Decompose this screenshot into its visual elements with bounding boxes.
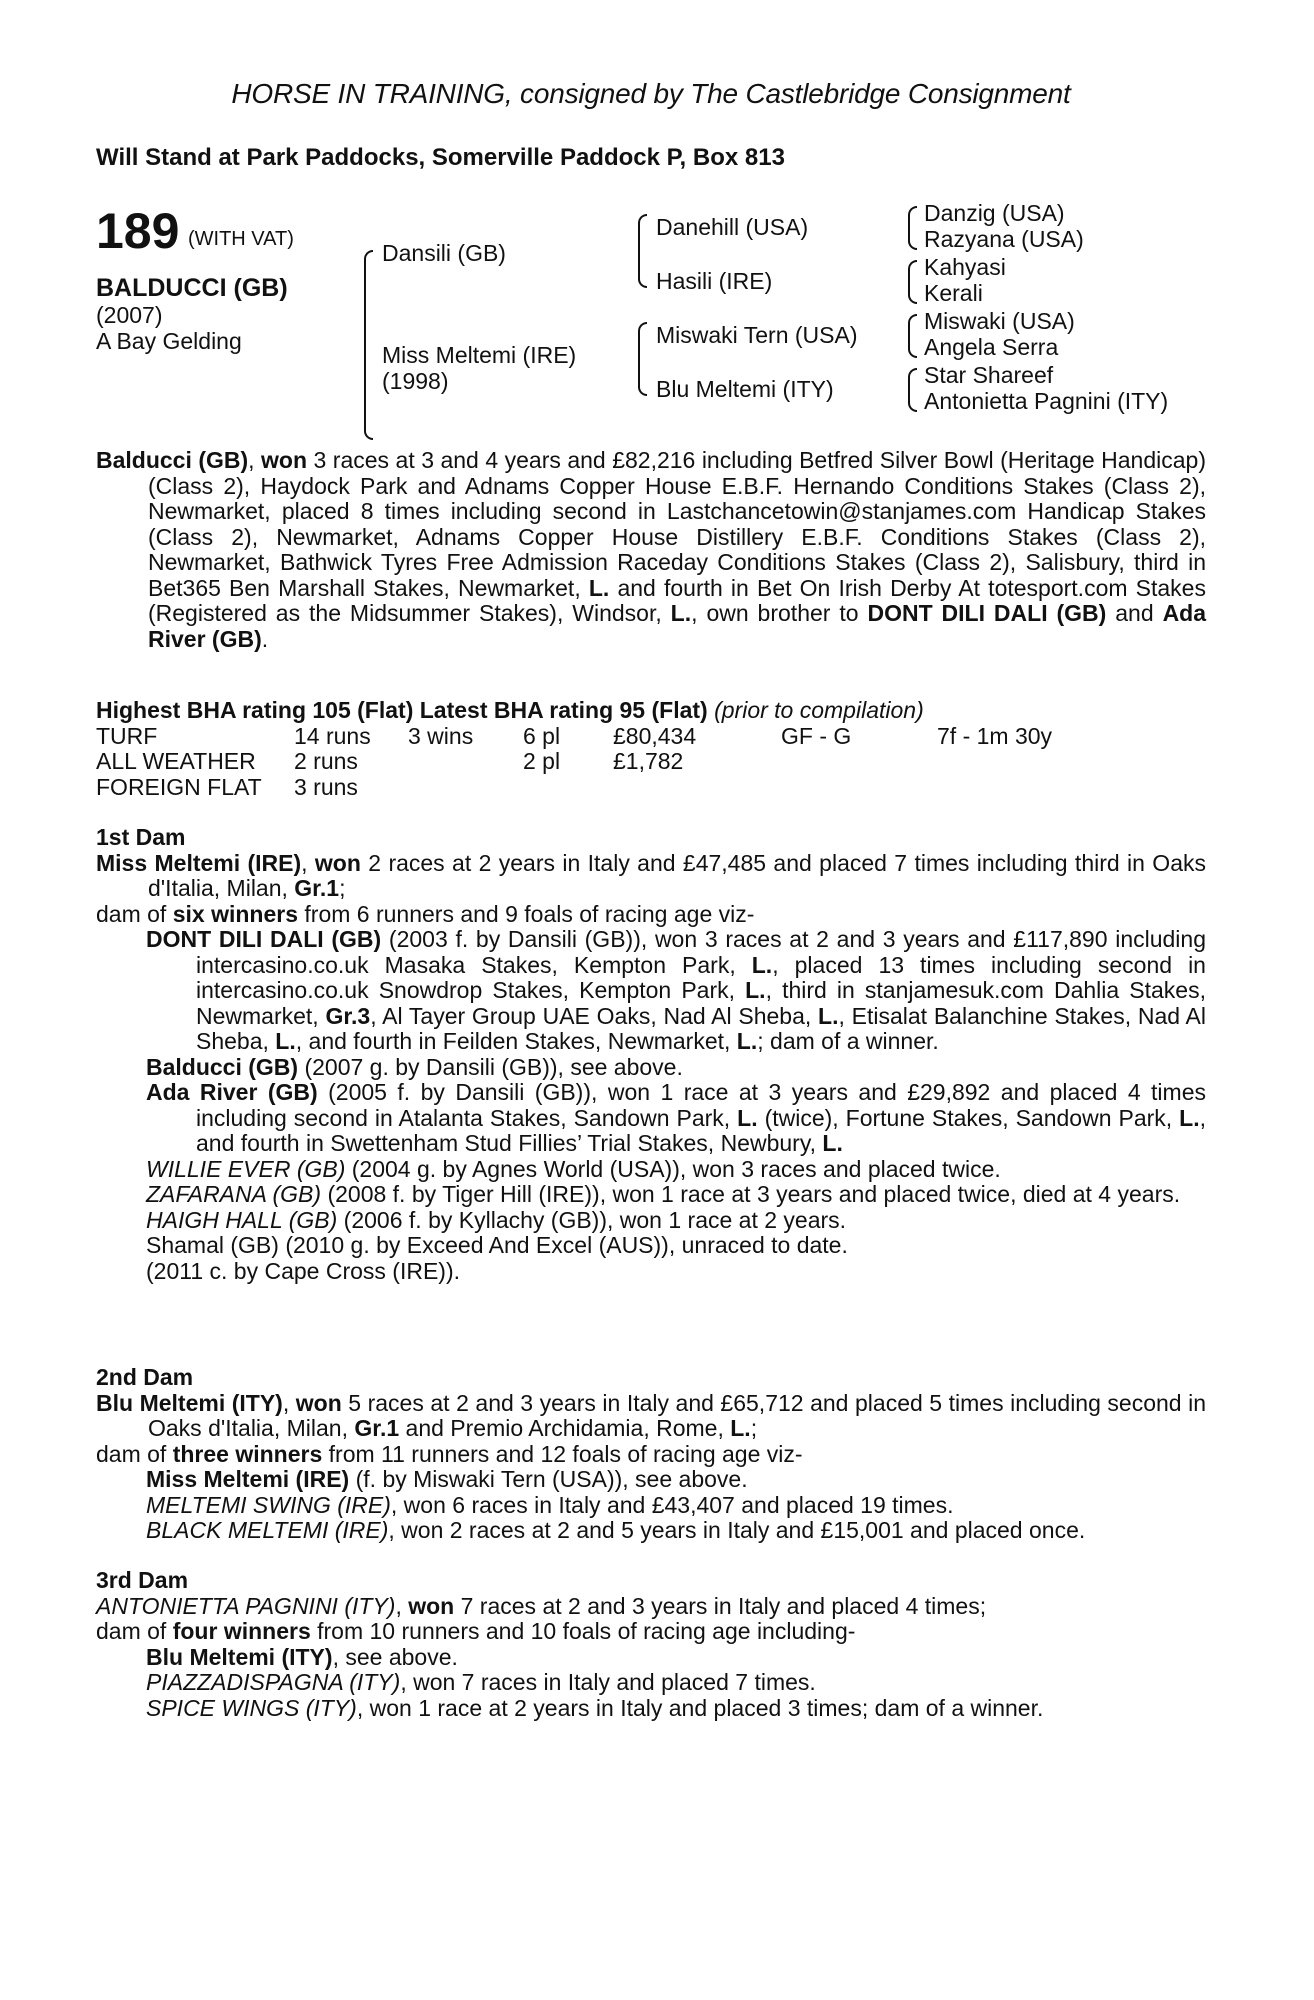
pedigree-dam: Miss Meltemi (IRE) [382, 342, 577, 368]
second-dam-heading: 2nd Dam [96, 1364, 194, 1390]
stats-distance [937, 749, 1052, 775]
listed-marker: L. [670, 600, 692, 626]
table-row [96, 749, 1052, 775]
produce-entry [96, 1259, 1206, 1285]
produce-text: , placed 13 times including second in intercasino.co.uk Snowdrop Stakes, Kempton Park, [196, 951, 1206, 1003]
produce-text: , see above. [332, 1643, 458, 1670]
produce-text: (2008 f. by Tiger Hill (IRE)), won 1 race at 3 years and placed twice, died at 4 years. [321, 1181, 1181, 1207]
first-dam-name: Miss Meltemi (IRE) [96, 849, 302, 876]
pedigree-g3-1: Danzig (USA) [924, 200, 1065, 226]
produce-name: SPICE WINGS (ITY) [146, 1694, 357, 1721]
summary-text-1: 3 races at 3 and 4 years and £82,216 including Betfred Silver Bowl (Heritage Handicap) (Class 2), Haydock Park and Adnams Copper House E.B.F. Hernando Conditions Stakes (Class 2), Newmarket, placed 8 times including second in Lastchancetowin@stanjames.com Handicap Stakes (Class 2), Newmarket, Adnams Copper House Distillery E.B.F. Conditions Stakes (Class 2), Newmarket, Bathwick Tyres Free Admission Raceday Conditions Stakes (Class 2), Salisbury, third in Bet365 Ben Marshall Stakes, Newmarket, [148, 447, 1206, 601]
produce-entry [96, 1208, 1206, 1234]
second-dam-text-2: and Premio Archidamia, Rome, [399, 1415, 731, 1441]
first-dam-text: 2 races at 2 years in Italy and £47,485 and placed 7 times including third in Oaks d'Italia, Milan, [148, 849, 1206, 901]
vat-label: (WITH VAT) [188, 228, 294, 250]
dam-of-label: dam of [96, 1440, 173, 1467]
pedigree-g3-8: Antonietta Pagnini (ITY) [924, 388, 1169, 414]
group-marker: Gr.3 [325, 1002, 371, 1029]
group-marker: Gr.1 [354, 1415, 400, 1441]
stats-type: ALL WEATHER [96, 748, 256, 774]
produce-entry [96, 927, 1206, 1055]
stats-runs: 14 runs [294, 722, 371, 749]
pedigree-sire-sire: Danehill (USA) [656, 214, 809, 240]
produce-name: Ada River (GB) [146, 1079, 318, 1105]
second-dam-won: won [295, 1389, 342, 1416]
pedigree-dam-dam: Blu Meltemi (ITY) [656, 376, 834, 402]
first-dam-end: ; [339, 875, 346, 901]
stats-table [96, 724, 1052, 801]
produce-text: , and fourth in Feilden Stakes, Newmarket, [295, 1028, 737, 1054]
stats-type: FOREIGN FLAT [96, 773, 262, 800]
pedigree-dam-sire: Miswaki Tern (USA) [656, 322, 858, 348]
stats-earnings: £80,434 [613, 722, 697, 749]
third-dam-winners: four winners [172, 1618, 311, 1644]
produce-entry [96, 1080, 1206, 1157]
first-dam-heading: 1st Dam [96, 824, 186, 850]
horse-year: (2007) [96, 302, 163, 328]
stand-location: Will Stand at Park Paddocks, Somerville Paddock P, Box 813 [96, 144, 785, 171]
bracket-g3-2 [908, 260, 917, 304]
second-dam-name: Blu Meltemi (ITY) [96, 1389, 283, 1416]
bracket-g3-4 [908, 368, 917, 412]
race-record [96, 448, 1206, 652]
summary-won: won [261, 447, 308, 473]
first-dam-won: won [314, 849, 361, 876]
produce-text: , won 1 race at 2 years in Italy and placed 3 times; dam of a winner. [356, 1694, 1044, 1721]
produce-text: , won 7 races in Italy and placed 7 times. [400, 1669, 816, 1695]
dam-of-tail: from 11 runners and 12 foals of racing age viz- [322, 1440, 803, 1467]
produce-entry [96, 1518, 1206, 1544]
summary-text-2: and fourth in Bet On Irish Derby At totesport.com Stakes (Registered as the Midsummer Stakes), Windsor, [148, 574, 1206, 626]
summary-and: and [1106, 600, 1163, 626]
produce-text: , won 2 races at 2 and 5 years in Italy and £15,001 and placed once. [388, 1517, 1086, 1543]
table-row [96, 724, 1052, 750]
produce-name: Balducci (GB) [146, 1053, 299, 1080]
produce-text: (2004 g. by Agnes World (USA)), won 3 races and placed twice. [345, 1155, 1001, 1182]
produce-text: , third in stanjamesuk.com Dahlia Stakes, Newmarket, [196, 977, 1206, 1029]
listed-marker: L. [822, 1130, 843, 1156]
produce-text: ; dam of a winner. [757, 1028, 939, 1054]
produce-name: ZAFARANA (GB) [146, 1181, 322, 1207]
second-dam-end: ; [750, 1415, 758, 1441]
first-dam-produce-intro [96, 902, 1206, 928]
pedigree-dam-year: (1998) [382, 368, 449, 394]
listed-marker: L. [818, 1002, 839, 1029]
ratings-heading: Highest BHA rating 105 (Flat) Latest BHA rating 95 (Flat) [96, 697, 708, 723]
ratings-heading-line [96, 698, 1206, 724]
table-row [96, 775, 1052, 801]
listed-marker: L. [730, 1415, 751, 1441]
stats-type: TURF [96, 722, 158, 749]
race-record-paragraph: Balducci (GB), won 3 races at 3 and 4 years and £82,216 including Betfred Silver Bowl (Heritage Handicap) (Class 2), Haydock Park and Adnams Copper House E.B.F. Hernando Conditions Stakes (Class 2), Newmarket, placed 8 times including second in Lastchancetowin@stanjames.com Handicap Stakes (Class 2), Newmarket, Adnams Copper House Distillery E.B.F. Conditions Stakes (Class 2), Newmarket, Bathwick Tyres Free Admission Raceday Conditions Stakes (Class 2), Salisbury, third in Bet365 Ben Marshall Stakes, Newmarket, L. and fourth in Bet On Irish Derby At totesport.com Stakes (Registered as the Midsummer Stakes), Windsor, L., own brother to DONT DILI DALI (GB) and Ada River (GB). [96, 447, 1207, 652]
stats-wins: 3 wins [408, 722, 474, 749]
pedigree-g3-4: Kerali [924, 280, 983, 306]
stats-earnings: £1,782 [613, 748, 684, 774]
listed-marker: L. [275, 1028, 296, 1054]
produce-text: , won 6 races in Italy and £43,407 and placed 19 times. [390, 1491, 954, 1518]
produce-entry [96, 1157, 1206, 1183]
pedigree-g3-3: Kahyasi [924, 254, 1006, 280]
third-dam-section [96, 1568, 1206, 1721]
horse-description: A Bay Gelding [96, 328, 242, 354]
stats-wins [408, 749, 523, 775]
second-dam-text: 5 races at 2 and 3 years in Italy and £65,712 and placed 5 times including second in Oaks d'Italia, Milan, [148, 1389, 1207, 1441]
produce-entry [96, 1645, 1206, 1671]
produce-text: Shamal (GB) (2010 g. by Exceed And Excel (AUS)), unraced to date. [146, 1232, 848, 1258]
pedigree-g3-5: Miswaki (USA) [924, 308, 1075, 334]
bracket-g3-3 [908, 314, 917, 358]
produce-entry [96, 1182, 1206, 1208]
produce-text: (twice), Fortune Stakes, Sandown Park, [757, 1104, 1180, 1131]
stats-going [781, 775, 937, 801]
ratings-section [96, 698, 1206, 800]
third-dam-name: ANTONIETTA PAGNINI (ITY) [96, 1592, 396, 1619]
pedigree-g3-7: Star Shareef [924, 362, 1054, 388]
pedigree-g3-2: Razyana (USA) [924, 226, 1084, 252]
produce-text: (2005 f. by Dansili (GB)), won 1 race at 3 years and £29,892 and placed 4 times including second in Atalanta Stakes, Sandown Park, [196, 1079, 1206, 1131]
bracket-sire-line [638, 214, 647, 288]
pedigree-g3-6: Angela Serra [924, 334, 1059, 360]
produce-entry [96, 1055, 1206, 1081]
second-dam-produce-intro [96, 1442, 1206, 1468]
produce-name: BLACK MELTEMI (IRE) [146, 1517, 389, 1543]
listed-marker: L. [737, 1104, 758, 1131]
third-dam-heading: 3rd Dam [96, 1567, 189, 1593]
produce-name: MELTEMI SWING (IRE) [146, 1491, 391, 1518]
ratings-note: (prior to compilation) [714, 697, 924, 723]
summary-horse-name: Balducci (GB) [96, 447, 249, 473]
stats-placed [523, 775, 613, 801]
stats-earnings [613, 775, 781, 801]
summary-end: . [261, 625, 269, 652]
stats-placed: 2 pl [523, 748, 561, 774]
lot-number: 189 [96, 203, 180, 259]
stats-distance: 7f - 1m 30y [937, 722, 1053, 749]
horse-name: BALDUCCI (GB) [96, 274, 288, 302]
stats-runs: 3 runs [294, 773, 358, 800]
produce-text: (f. by Miswaki Tern (USA)), see above. [349, 1466, 748, 1492]
pedigree-sire: Dansili (GB) [382, 240, 506, 266]
produce-text: (2003 f. by Dansili (GB)), won 3 races at 2 and 3 years and £117,890 including intercasino.co.uk Masaka Stakes, Kempton Park, [196, 926, 1206, 978]
produce-entry [96, 1467, 1206, 1493]
produce-name: Miss Meltemi (IRE) [146, 1466, 350, 1492]
third-dam-produce-intro [96, 1619, 1206, 1645]
third-dam-won: won [408, 1592, 455, 1619]
bracket-dam-line [638, 322, 647, 396]
listed-marker: L. [1179, 1104, 1200, 1131]
pedigree-block [96, 200, 1206, 440]
produce-entry [96, 1493, 1206, 1519]
stats-going [781, 749, 937, 775]
second-dam-winners: three winners [172, 1440, 323, 1467]
listed-marker: L. [736, 1028, 758, 1054]
listed-marker: L. [588, 574, 610, 601]
produce-text: , and fourth in Swettenham Stud Fillies’ Trial Stakes, Newbury, [196, 1104, 1206, 1156]
produce-entry [96, 1233, 1206, 1259]
dam-of-tail: from 6 runners and 9 foals of racing age viz- [298, 900, 755, 927]
stats-runs: 2 runs [294, 748, 358, 774]
produce-name: WILLIE EVER (GB) [146, 1155, 346, 1182]
stats-wins [408, 775, 523, 801]
third-dam-text: 7 races at 2 and 3 years in Italy and placed 4 times; [454, 1592, 987, 1619]
produce-text: (2011 c. by Cape Cross (IRE)). [146, 1257, 461, 1284]
produce-name: Blu Meltemi (ITY) [146, 1643, 333, 1670]
dam-of-label: dam of [96, 1618, 173, 1644]
summary-brother: DONT DILI DALI (GB) [867, 600, 1107, 626]
produce-text: (2006 f. by Kyllachy (GB)), won 1 race at 2 years. [337, 1206, 847, 1233]
stats-going: GF - G [781, 722, 852, 749]
first-dam-winners: six winners [172, 900, 298, 927]
pedigree-sire-dam: Hasili (IRE) [656, 268, 773, 294]
dam-of-tail: from 10 runners and 10 foals of racing age including- [310, 1618, 856, 1644]
produce-text: , Etisalat Balanchine Stakes, Nad Al Sheba, [196, 1002, 1207, 1054]
second-dam-section [96, 1365, 1206, 1544]
listed-marker: L. [745, 977, 766, 1003]
bracket-gen1 [364, 250, 373, 440]
stats-placed: 6 pl [523, 722, 561, 749]
page-header: HORSE IN TRAINING, consigned by The Castlebridge Consignment [231, 78, 1071, 109]
second-dam-record: Blu Meltemi (ITY), won 5 races at 2 and 3 years in Italy and £65,712 and placed 5 times including second in Oaks d'Italia, Milan, Gr.1 and Premio Archidamia, Rome, L.; [96, 1389, 1207, 1441]
bracket-g3-1 [908, 206, 917, 250]
listed-marker: L. [751, 951, 773, 978]
group-marker: Gr.1 [294, 875, 340, 901]
produce-text: (2007 g. by Dansili (GB)), see above. [298, 1053, 683, 1080]
produce-name: DONT DILI DALI (GB) [146, 926, 382, 952]
produce-entry [96, 1696, 1206, 1722]
produce-entry [96, 1670, 1206, 1696]
produce-name: HAIGH HALL (GB) [146, 1206, 338, 1233]
summary-sister: Ada River (GB) [148, 600, 1207, 652]
stats-distance [937, 775, 1052, 801]
third-dam-sep: , [395, 1592, 409, 1619]
dam-of-label: dam of [96, 900, 173, 927]
produce-name: PIAZZADISPAGNA (ITY) [146, 1669, 401, 1695]
first-dam-record: Miss Meltemi (IRE), won 2 races at 2 years in Italy and £47,485 and placed 7 times including third in Oaks d'Italia, Milan, Gr.1; [96, 849, 1206, 901]
first-dam-section [96, 825, 1206, 1284]
produce-text: , Al Tayer Group UAE Oaks, Nad Al Sheba, [370, 1002, 819, 1029]
summary-text-3: , own brother to [691, 600, 868, 626]
third-dam-record [96, 1594, 1206, 1620]
